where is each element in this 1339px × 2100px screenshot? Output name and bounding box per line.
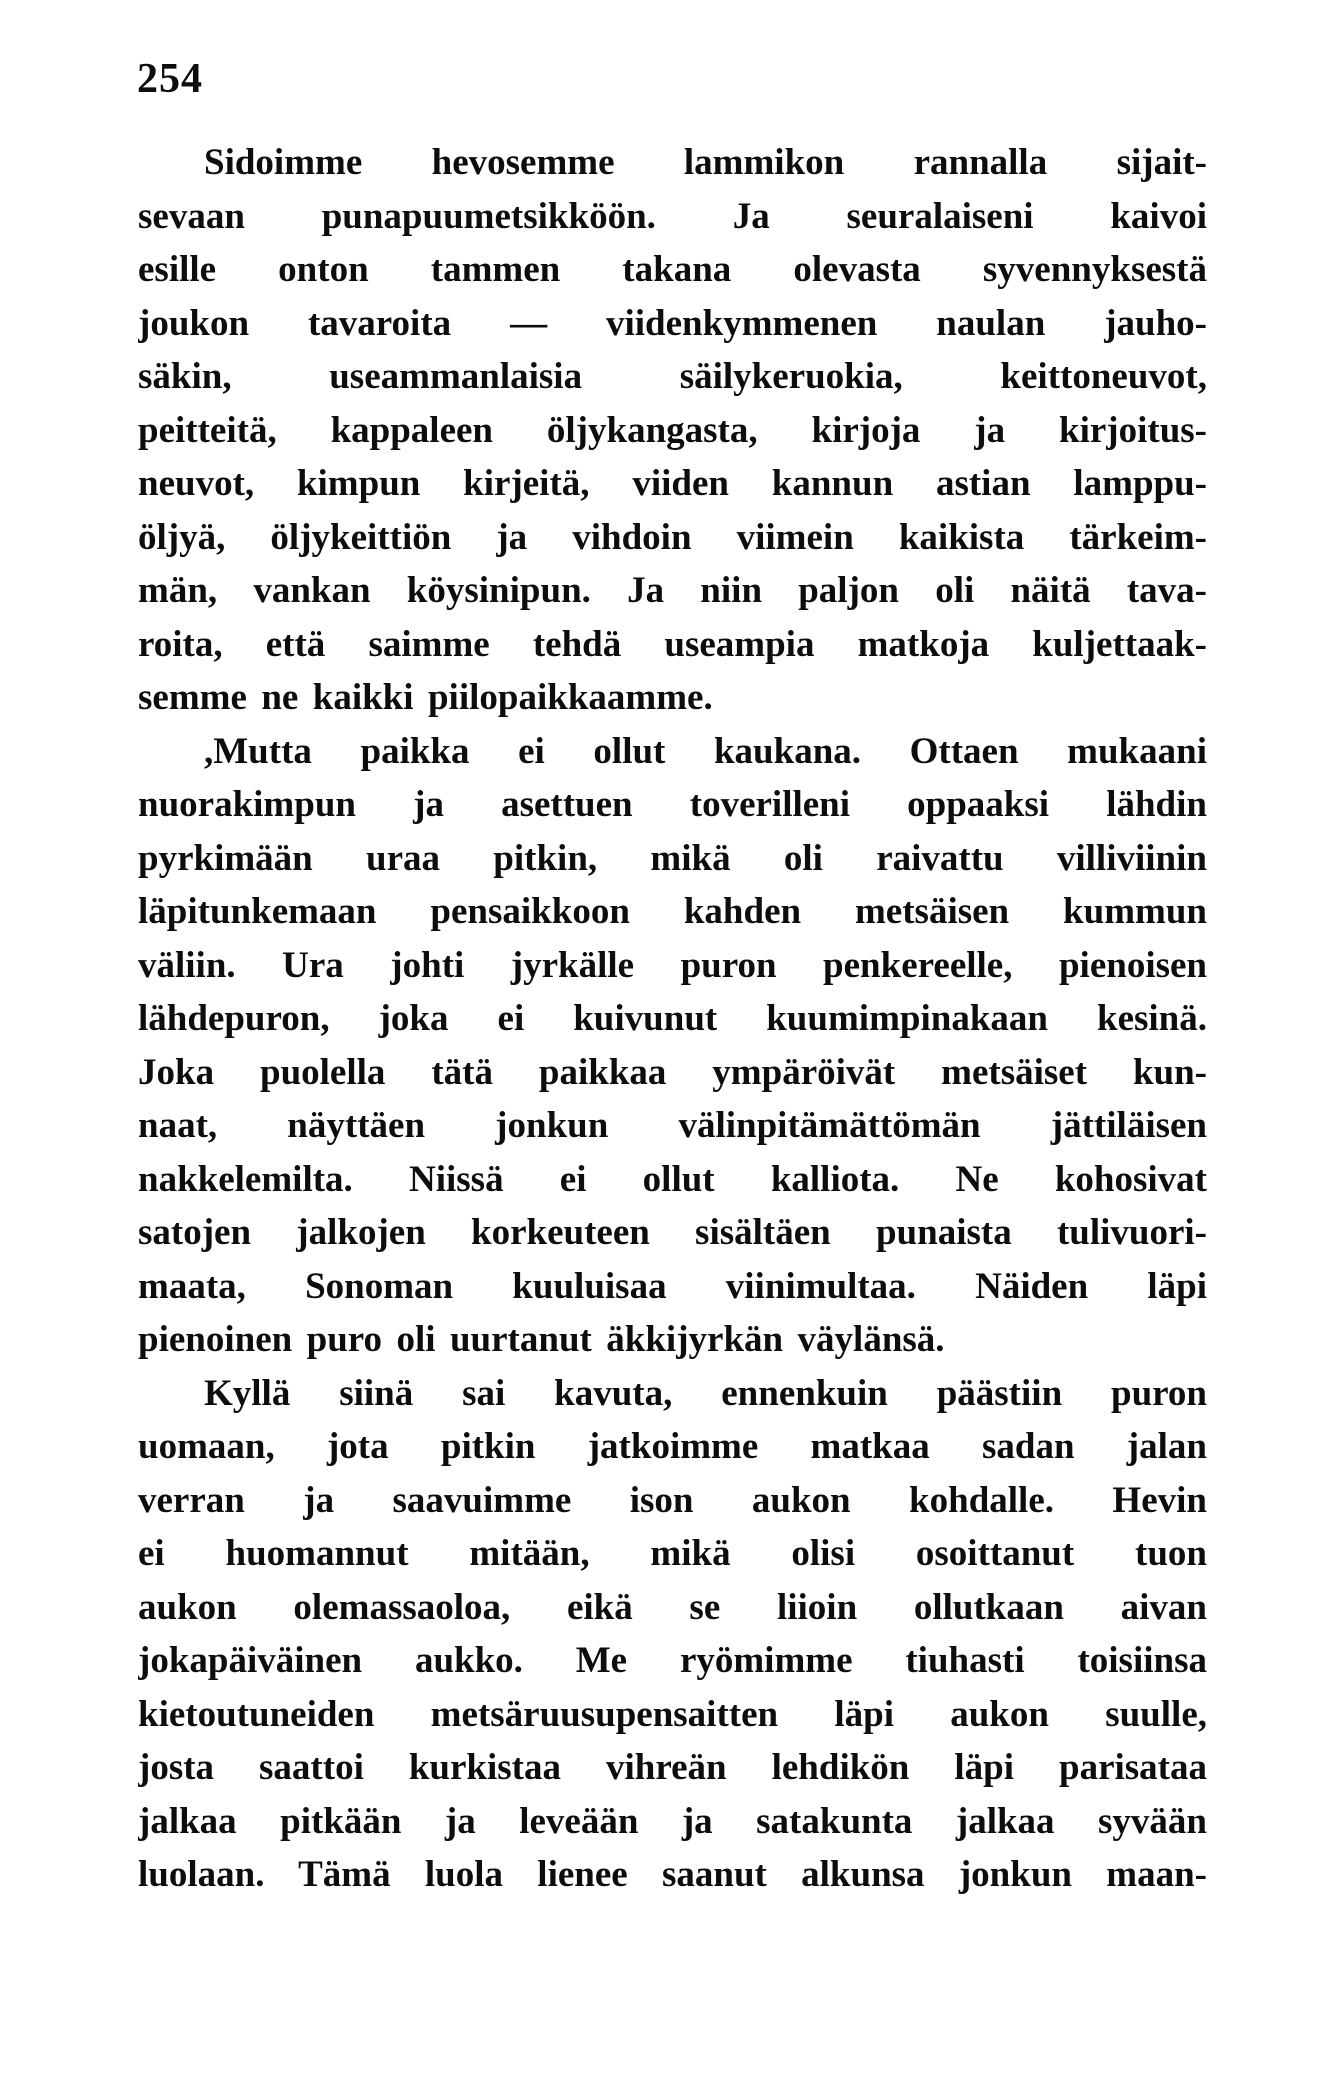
text-line: Sidoimme hevosemme lammikon rannalla sijait-: [204, 142, 1207, 183]
text-line: Joka puolella tätä paikkaa ympäröivät metsäiset kun-: [138, 1051, 1207, 1093]
text-line: ei huomannut mitään, mikä olisi osoittanut tuon: [138, 1533, 1207, 1574]
text-line: ,Mutta paikka ei ollut kaukana. Ottaen mukaani: [204, 730, 1207, 772]
text-line: säkin, useammanlaisia säilykeruokia, keittoneuvot,: [138, 356, 1207, 397]
paragraph: [138, 1367, 1207, 1902]
text-line: peitteitä, kappaleen öljykangasta, kirjoja ja kirjoitus-: [138, 409, 1207, 451]
text-line: luolaan. Tämä luola lienee saanut alkunsa jonkun maan-: [138, 1854, 1207, 1895]
text-line: jalkaa pitkään ja leveään ja satakunta jalkaa syvään: [138, 1800, 1207, 1842]
text-line: semme ne kaikki piilopaikkaamme.: [138, 677, 713, 718]
text-line: kietoutuneiden metsäruusupensaitten läpi aukon suulle,: [138, 1693, 1207, 1735]
text-line: roita, että saimme tehdä useampia matkoja kuljettaak-: [138, 623, 1207, 665]
text-line: satojen jalkojen korkeuteen sisältäen punaista tulivuori-: [138, 1212, 1207, 1253]
text-line: nakkelemilta. Niissä ei ollut kalliota. Ne kohosivat: [138, 1158, 1207, 1200]
text-block: [138, 136, 1207, 1902]
text-line: esille onton tammen takana olevasta syvennyksestä: [138, 249, 1207, 290]
text-line: väliin. Ura johti jyrkälle puron penkereelle, pienoisen: [138, 944, 1207, 986]
text-line: sevaan punapuumetsikköön. Ja seuralaiseni kaivoi: [138, 195, 1207, 237]
paragraph: [138, 136, 1207, 725]
text-line: öljyä, öljykeittiön ja vihdoin viimein kaikista tärkeim-: [138, 516, 1207, 558]
text-line: uomaan, jota pitkin jatkoimme matkaa sadan jalan: [138, 1426, 1207, 1467]
text-line: pienoinen puro oli uurtanut äkkijyrkän väylänsä.: [138, 1319, 945, 1360]
text-line: män, vankan köysinipun. Ja niin paljon oli näitä tava-: [138, 570, 1207, 611]
text-line: joukon tavaroita — viidenkymmenen naulan jauho-: [138, 302, 1207, 344]
text-line: läpitunkemaan pensaikkoon kahden metsäisen kummun: [138, 891, 1207, 932]
text-line: verran ja saavuimme ison aukon kohdalle. Hevin: [138, 1479, 1207, 1521]
text-line: josta saattoi kurkistaa vihreän lehdikön läpi parisataa: [138, 1747, 1207, 1788]
text-line: Kyllä siinä sai kavuta, ennenkuin päästiin puron: [204, 1372, 1207, 1414]
page-number: 254: [137, 56, 203, 102]
paragraph: [138, 725, 1207, 1367]
text-line: lähdepuron, joka ei kuivunut kuumimpinakaan kesinä.: [138, 998, 1207, 1039]
text-line: neuvot, kimpun kirjeitä, viiden kannun astian lamppu-: [138, 463, 1207, 504]
text-line: pyrkimään uraa pitkin, mikä oli raivattu villiviinin: [138, 837, 1207, 879]
text-line: maata, Sonoman kuuluisaa viinimultaa. Näiden läpi: [138, 1265, 1207, 1307]
text-line: naat, näyttäen jonkun välinpitämättömän jättiläisen: [138, 1105, 1207, 1146]
text-line: nuorakimpun ja asettuen toverilleni oppaaksi lähdin: [138, 784, 1207, 825]
text-line: aukon olemassaoloa, eikä se liioin ollutkaan aivan: [138, 1586, 1207, 1628]
text-line: jokapäiväinen aukko. Me ryömimme tiuhasti toisiinsa: [138, 1640, 1207, 1681]
